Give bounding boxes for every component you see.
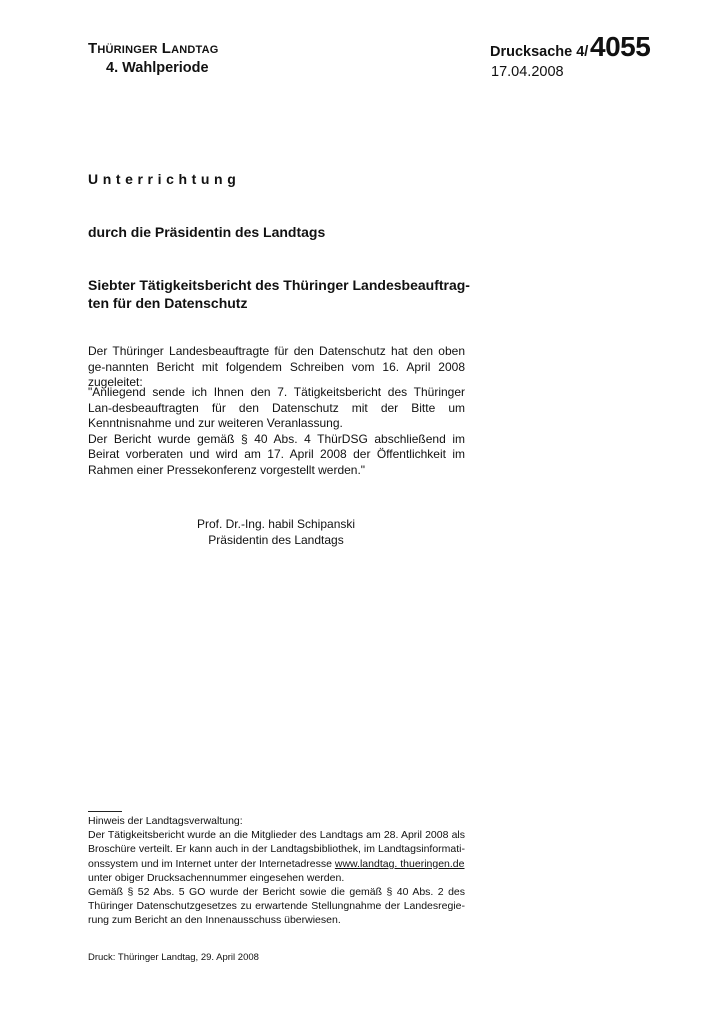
signature-block <box>180 517 372 548</box>
quoted-letter <box>88 385 465 478</box>
parliament-name-rest-2: ANDTAG <box>171 44 219 56</box>
administration-notes <box>88 814 465 928</box>
notes-paragraph-2: Gemäß § 52 Abs. 5 GO wurde der Bericht sowie die gemäß § 40 Abs. 2 des Thüringer Datenschutzgesetzes zu erwartende Stellungnahme der Landesregie-rung zum Bericht an den Innenausschuss überwiesen. <box>88 886 465 927</box>
website-link[interactable]: www.landtag. thueringen.de <box>334 857 465 870</box>
document-date: 17.04.2008 <box>491 64 564 80</box>
electoral-period: 4. Wahlperiode <box>106 60 209 76</box>
document-type: Unterrichtung <box>88 171 241 187</box>
drucksache-number: 4055 <box>590 31 651 62</box>
notes-paragraph-1-end: unter obiger Drucksachennummer eingesehen werden. <box>88 871 345 884</box>
document-title-line-1: Siebter Tätigkeitsbericht des Thüringer Landesbeauftrag- <box>88 277 470 293</box>
document-title <box>88 276 478 312</box>
notes-heading: Hinweis der Landtagsverwaltung: <box>88 815 243 827</box>
notes-paragraph-1 <box>88 828 465 871</box>
notes-paragraph-1-text: Der Tätigkeitsbericht wurde an die Mitglieder des Landtags am 28. April 2008 als Broschüre verteilt. Er kann auch in der Landtagsbibliothek, im Landtagsinformati-onssystem und im Internet unter der Internetadresse <box>88 829 465 870</box>
parliament-name-initial-1: T <box>88 40 98 57</box>
quoted-letter-paragraph-1: "Anliegend sende ich Ihnen den 7. Tätigkeitsbericht des Thüringer Lan-desbeauftragten für den Datenschutz mit der Bitte um Kenntnisnahme und zur weiteren Veranlassung. <box>88 385 465 430</box>
print-footer: Druck: Thüringer Landtag, 29. April 2008 <box>88 952 259 963</box>
document-subtitle: durch die Präsidentin des Landtags <box>88 224 326 240</box>
parliament-name <box>88 40 219 57</box>
intro-paragraph: Der Thüringer Landesbeauftragte für den Datenschutz hat den oben ge-nannten Bericht mit folgendem Schreiben vom 16. April 2008 zugeleitet: <box>88 344 465 389</box>
quoted-letter-paragraph-2: Der Bericht wurde gemäß § 40 Abs. 4 ThürDSG abschließend im Beirat vorberaten und wird am 17. April 2008 der Öffentlichkeit im Rahmen einer Pressekonferenz vorgestellt werden." <box>88 431 465 477</box>
drucksache-label: Drucksache 4/ <box>490 44 589 60</box>
signatory-role: Präsidentin des Landtags <box>208 532 344 547</box>
parliament-name-initial-2: L <box>161 40 172 57</box>
footnote-divider <box>88 811 122 812</box>
parliament-name-rest-1: HÜRINGER <box>97 44 158 56</box>
document-title-line-2: ten für den Datenschutz <box>88 295 248 311</box>
signatory-name: Prof. Dr.-Ing. habil Schipanski <box>196 517 356 531</box>
